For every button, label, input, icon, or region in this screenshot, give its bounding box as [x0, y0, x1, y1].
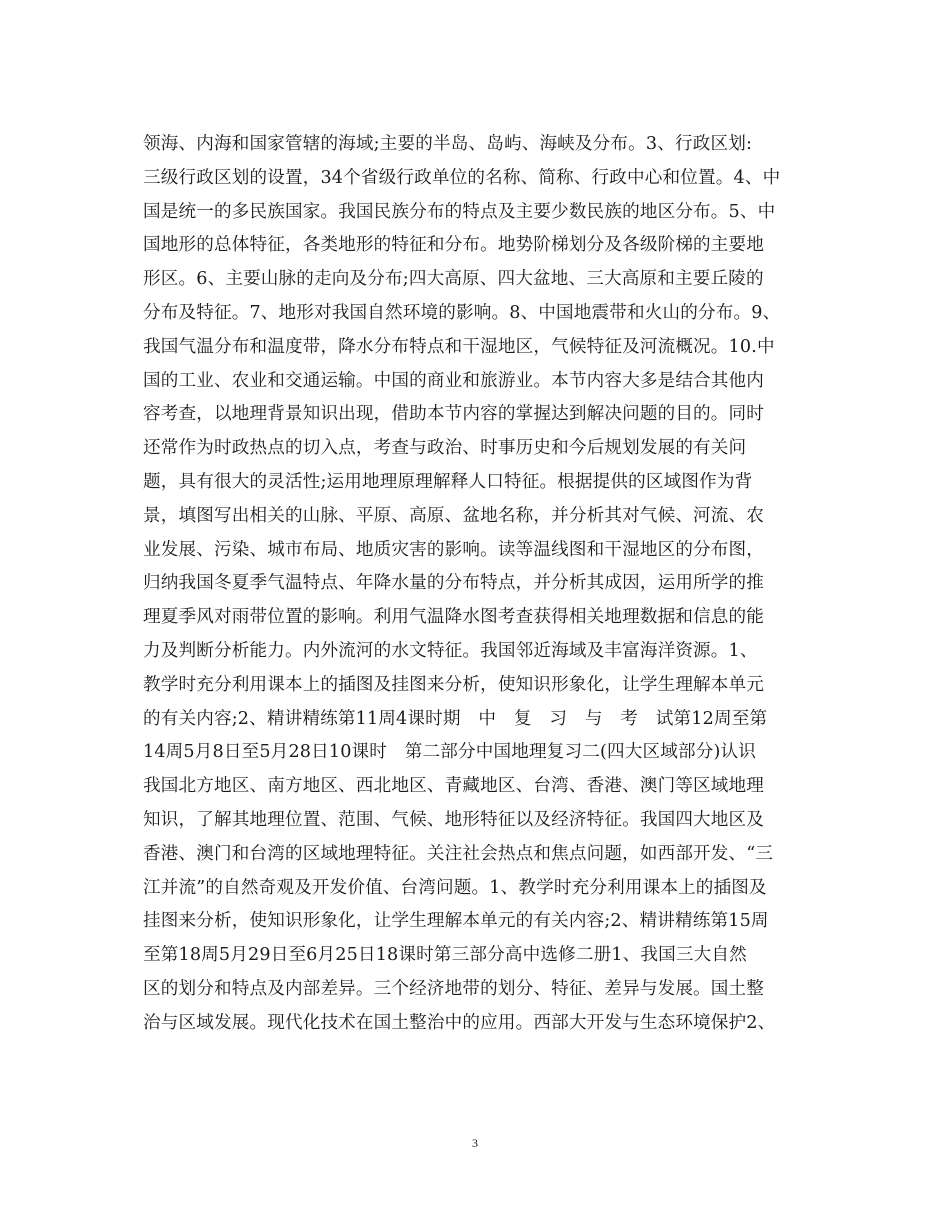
body-text [143, 128, 823, 1041]
text-line: 知识，了解其地理位置、范围、气候、地形特征以及经济特征。我国四大地区及 [143, 809, 765, 830]
text-line: 我国北方地区、南方地区、西北地区、青藏地区、台湾、香港、澳门等区域地理 [143, 776, 765, 797]
text-line: 国地形的总体特征，各类地形的特征和分布。地势阶梯划分及各级阶梯的主要地 [143, 235, 765, 256]
text-line: 香港、澳门和台湾的区域地理特征。关注社会热点和焦点问题，如西部开发、“三 [143, 843, 774, 864]
text-line: 江并流”的自然奇观及开发价值、台湾问题。1、教学时充分利用课本上的插图及 [143, 877, 767, 898]
text-line: 14周5月8日至5月28日10课时 第二部分中国地理复习二(四大区域部分)认识 [143, 742, 756, 763]
text-line: 理夏季风对雨带位置的影响。利用气温降水图考查获得相关地理数据和信息的能 [143, 607, 765, 628]
text-line: 区的划分和特点及内部差异。三个经济地带的划分、特征、差异与发展。国土整 [143, 978, 765, 999]
text-line: 教学时充分利用课本上的插图及挂图来分析，使知识形象化，让学生理解本单元 [143, 674, 765, 695]
text-line: 的有关内容;2、精讲精练第11周4课时期 中 复 习 与 考 试第12周至第 [143, 708, 768, 729]
text-line: 国的工业、农业和交通运输。中国的商业和旅游业。本节内容大多是结合其他内 [143, 370, 765, 391]
text-line: 国是统一的多民族国家。我国民族分布的特点及主要少数民族的地区分布。5、中 [143, 201, 776, 222]
text-line: 至第18周5月29日至6月25日18课时第三部分高中选修二册1、我国三大自然 [143, 945, 747, 966]
text-line: 领海、内海和国家管辖的海域;主要的半岛、岛屿、海峡及分布。3、行政区划: [143, 134, 753, 154]
text-line: 容考查，以地理背景知识出现，借助本节内容的掌握达到解决问题的目的。同时 [143, 404, 765, 425]
text-line: 业发展、污染、城市布局、地质灾害的影响。读等温线图和干湿地区的分布图， [143, 539, 765, 560]
text-line: 分布及特征。7、地形对我国自然环境的影响。8、中国地震带和火山的分布。9、 [143, 302, 781, 323]
page-number: 3 [472, 1136, 478, 1150]
text-line: 我国气温分布和温度带，降水分布特点和干湿地区，气候特征及河流概况。10.中 [143, 336, 775, 357]
text-line: 治与区域发展。现代化技术在国土整治中的应用。西部大开发与生态环境保护2、 [143, 1012, 776, 1033]
text-line: 力及判断分析能力。内外流河的水文特征。我国邻近海域及丰富海洋资源。1、 [143, 640, 758, 661]
text-line: 还常作为时政热点的切入点，考查与政治、时事历史和今后规划发展的有关问 [143, 438, 747, 459]
text-line: 题，具有很大的灵活性;运用地理原理解释人口特征。根据提供的区域图作为背 [143, 471, 753, 492]
text-line: 形区。6、主要山脉的走向及分布;四大高原、四大盆地、三大高原和主要丘陵的 [143, 269, 764, 290]
text-line: 挂图来分析，使知识形象化，让学生理解本单元的有关内容;2、精讲精练第15周 [143, 911, 769, 932]
text-line: 三级行政区划的设置，34个省级行政单位的名称、简称、行政中心和位置。4、中 [143, 167, 781, 188]
text-line: 归纳我国冬夏季气温特点、年降水量的分布特点，并分析其成因，运用所学的推 [143, 573, 765, 594]
text-line: 景，填图写出相关的山脉、平原、高原、盆地名称，并分析其对气候、河流、农 [143, 505, 765, 526]
